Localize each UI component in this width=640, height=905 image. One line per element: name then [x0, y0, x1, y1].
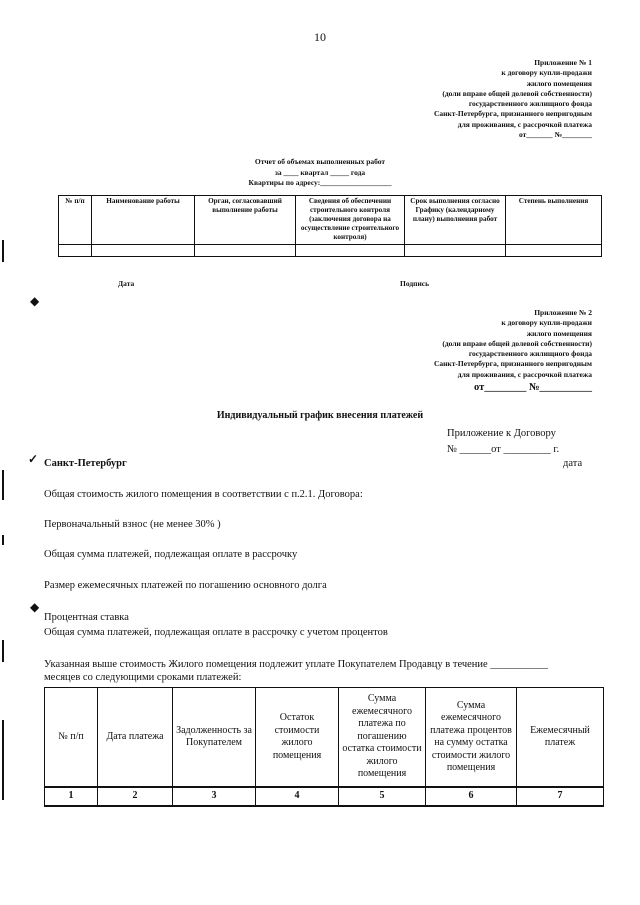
table-header-cell: Задолженность за Покупателем: [173, 688, 256, 788]
interest-rate-line: Процентная ставка: [44, 612, 129, 623]
total-cost-line: Общая стоимость жилого помещения в соответствии с п.2.1. Договора:: [44, 489, 363, 500]
page-number: 10: [314, 30, 326, 44]
report-address: Квартиры по адресу:___________________: [248, 178, 392, 187]
table-header-cell: Сведения об обеспечении строительного контроля (заключения договора на осуществление строительного контроля): [296, 196, 405, 245]
signature-label: Подпись: [400, 279, 430, 288]
scan-speck: ◆: [30, 600, 40, 614]
column-number: 1: [45, 787, 98, 806]
appendix1-line: от_______ №________: [519, 130, 592, 140]
column-number: 7: [517, 787, 604, 806]
table-header-cell: № п/п: [59, 196, 92, 245]
table-header-cell: № п/п: [45, 688, 98, 788]
appendix1-line: Приложение № 1: [534, 58, 592, 67]
scan-mark: [2, 720, 4, 800]
column-number: 3: [173, 787, 256, 806]
table-header-cell: Сумма ежемесячного платежа по погашению остатка стоимости жилого помещения: [339, 688, 426, 788]
contract-line: № ______от _________ г.: [447, 444, 560, 455]
table-header-cell: Степень выполнения: [506, 196, 602, 245]
report-heading: [0, 157, 640, 189]
appendix2-line: для проживания, с рассрочкой платежа: [457, 369, 592, 379]
appendix2-line: Санкт-Петербурга, признанного непригодным: [433, 359, 592, 369]
scan-speck: ◆: [30, 294, 40, 308]
city: Санкт-Петербург: [44, 458, 127, 469]
monthly-principal-line: Размер ежемесячных платежей по погашению основного долга: [44, 580, 327, 591]
contract-line: Приложение к Договору: [447, 428, 556, 439]
column-number: 2: [98, 787, 173, 806]
appendix1-line: для проживания, с рассрочкой платежа: [457, 119, 592, 129]
column-number: 4: [256, 787, 339, 806]
table-header-cell: Срок выполнения согласно Графику (календарному плану) выполнения работ: [405, 196, 506, 245]
report-quarter: за ____ квартал _____ года: [274, 167, 366, 177]
column-number: 6: [426, 787, 517, 806]
appendix2-header: [434, 308, 592, 395]
table-header-cell: Орган, согласовавший выполнение работы: [195, 196, 296, 245]
appendix1-line: государственного жилищного фонда: [468, 99, 592, 109]
table-header-cell: Наименование работы: [92, 196, 195, 245]
scan-mark: [2, 470, 4, 500]
appendix1-header: [434, 58, 592, 140]
scan-speck: ✓: [28, 452, 39, 466]
report-table: [58, 195, 602, 257]
appendix2-line: к договору купли-продажи: [501, 318, 592, 328]
appendix2-line: Приложение № 2: [534, 308, 592, 317]
table-header-row: [59, 196, 602, 245]
installment-total-interest-line: Общая сумма платежей, подлежащая оплате в рассрочку с учетом процентов: [44, 627, 388, 638]
report-title: Отчет об объемах выполненных работ: [254, 157, 386, 166]
scan-mark: [2, 240, 4, 262]
appendix2-line: жилого помещения: [526, 328, 592, 338]
scan-mark: [2, 640, 4, 662]
scan-mark: [2, 535, 4, 545]
date-label: Дата: [118, 279, 135, 288]
down-payment-line: Первоначальный взнос (не менее 30% ): [44, 519, 221, 530]
payment-schedule-table: [44, 687, 604, 807]
appendix1-line: жилого помещения: [526, 78, 592, 88]
appendix2-line: (доли вправе общей долевой собственности): [442, 338, 592, 348]
table-header-cell: Дата платежа: [98, 688, 173, 788]
term-line: Указанная выше стоимость Жилого помещения подлежит уплате Покупателем Продавцу в течение ___________: [44, 659, 549, 670]
schedule-title: Индивидуальный график внесения платежей: [216, 410, 424, 421]
table-row: [59, 245, 602, 257]
column-number-row: [45, 787, 604, 806]
column-number: 5: [339, 787, 426, 806]
appendix2-line: государственного жилищного фонда: [468, 349, 592, 359]
appendix1-line: Санкт-Петербурга, признанного непригодным: [433, 109, 592, 119]
table-header-row: [45, 688, 604, 788]
table-header-cell: Сумма ежемесячного платежа процентов на сумму остатка стоимости жилого помещения: [426, 688, 517, 788]
contract-reference: [447, 426, 559, 458]
term-line-continued: месяцев со следующими сроками платежей:: [44, 672, 242, 683]
installment-total-line: Общая сумма платежей, подлежащая оплате в рассрочку: [44, 549, 298, 560]
table-header-cell: Остаток стоимости жилого помещения: [256, 688, 339, 788]
appendix1-line: (доли вправе общей долевой собственности): [442, 88, 592, 98]
appendix1-line: к договору купли-продажи: [501, 68, 592, 78]
date-field: дата: [563, 458, 583, 469]
appendix2-number: от________ №__________: [474, 382, 592, 394]
table-header-cell: Ежемесячный платеж: [517, 688, 604, 788]
